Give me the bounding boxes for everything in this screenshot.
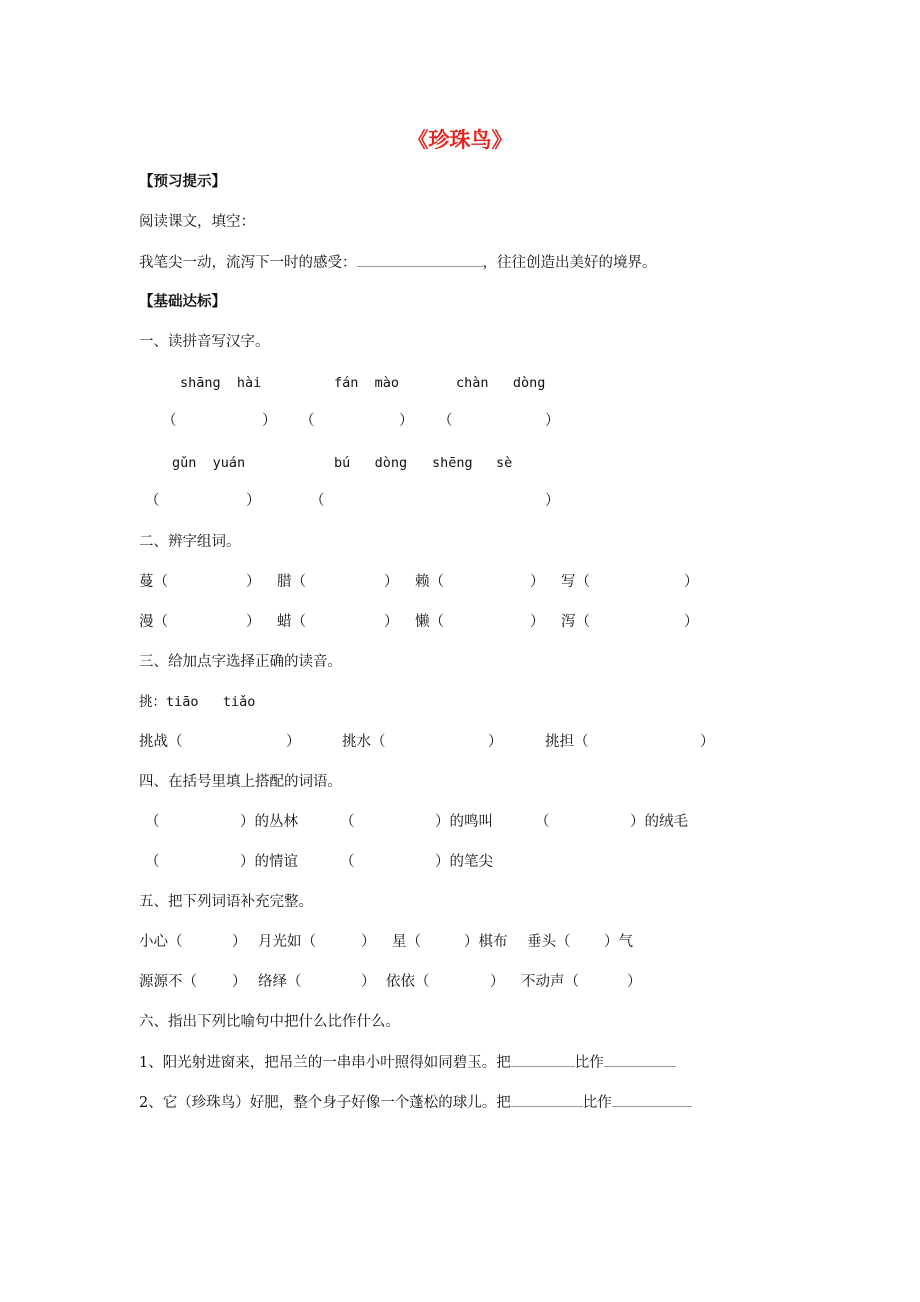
word-item: 月光如（ [258,934,316,950]
answer-blank[interactable] [511,1052,575,1067]
fill-blank[interactable] [357,252,483,267]
paren-open: （ [145,493,160,509]
word-item: ）棋布 [464,934,508,950]
paren-close: ） [384,574,399,590]
word-item: 蔓（ [139,574,168,590]
paren-open: （ [300,413,315,429]
paren-close: ） [684,614,699,630]
paren-open: （ [162,413,177,429]
s5-heading: 五、把下列词语补充完整。 [139,894,313,910]
paren-open: （ [535,814,550,830]
s1-heading: 一、读拼音写汉字。 [139,334,270,350]
word-item: ）的笔尖 [435,854,493,870]
paren-close: ） [490,974,505,990]
paren-open: （ [340,814,355,830]
paren-close: ） [361,974,376,990]
word-item: 赖（ [415,574,444,590]
paren-close: ） [361,934,376,950]
word-item: 络绎（ [258,974,302,990]
paren-close: ） [232,974,247,990]
word-item: ）的鸣叫 [435,814,493,830]
paren-close: ） [246,614,261,630]
preview-header: 【预习提示】 [139,174,226,190]
answer-blank[interactable] [511,1092,583,1107]
paren-close: ） [545,493,560,509]
word-item: ）气 [604,934,633,950]
word-item: ）的丛林 [240,814,298,830]
s4-heading: 四、在括号里填上搭配的词语。 [139,774,342,790]
pinyin-gunyuan: gǔn yuán [172,455,246,471]
s6-heading: 六、指出下列比喻句中把什么比作什么。 [139,1014,400,1030]
word-item: 源源不（ [139,974,197,990]
paren-close: ） [262,413,277,429]
paren-open: （ [310,493,325,509]
pinyin-budong: bú dòng [334,455,408,471]
answer-blank[interactable] [612,1092,692,1107]
word-item: 写（ [561,574,590,590]
word-item: 挑战（ [139,734,183,750]
word-item: 依依（ [386,974,430,990]
word-item: 蜡（ [277,614,306,630]
paren-open: （ [145,814,160,830]
word-item: 星（ [392,934,421,950]
paren-close: ） [700,734,715,750]
s2-heading: 二、辨字组词。 [139,534,241,550]
word-item: 垂头（ [527,934,571,950]
basics-header: 【基础达标】 [139,294,226,310]
paren-close: ） [530,574,545,590]
pinyin-chandong: chàn dòng [456,375,546,391]
pinyin-fanmao: fán mào [334,375,400,391]
word-item: 不动声（ [521,974,579,990]
preview-fill-line [139,252,657,273]
paren-close: ） [530,614,545,630]
paren-open: （ [438,413,453,429]
paren-close: ） [545,413,560,429]
word-item: 腊（ [277,574,306,590]
s3-heading: 三、给加点字选择正确的读音。 [139,654,342,670]
s3-options: 挑：tiāo tiǎo [139,694,256,710]
page-title: 《珍珠鸟》 [407,128,513,152]
paren-open: （ [145,854,160,870]
word-item: ）的情谊 [240,854,298,870]
pinyin-shanghai: shāng hài [180,375,262,391]
word-item: ）的绒毛 [630,814,688,830]
paren-close: ） [232,934,247,950]
word-item: 挑担（ [545,734,589,750]
preview-instruction: 阅读课文，填空： [139,214,255,230]
paren-close: ） [684,574,699,590]
s6-question-1: 1、阳光射进窗来，把吊兰的一串串小叶照得如同碧玉。把 比作 [139,1052,676,1073]
word-item: 泻（ [561,614,590,630]
fill-after: ，往往创造出美好的境界。 [482,255,657,271]
paren-close: ） [246,574,261,590]
pinyin-se: sè [496,455,513,471]
word-item: 懒（ [415,614,444,630]
word-item: 挑水（ [342,734,386,750]
pinyin-sheng: shēng [432,455,473,471]
s6-question-2: 2、它（珍珠鸟）好肥，整个身子好像一个蓬松的球儿。把 比作 [139,1092,692,1113]
paren-close: ） [399,413,414,429]
paren-close: ） [627,974,642,990]
word-item: 漫（ [139,614,168,630]
word-item: 小心（ [139,934,183,950]
fill-before: 我笔尖一动，流泻下一时的感受： [139,255,357,271]
paren-close: ） [384,614,399,630]
paren-close: ） [246,493,261,509]
paren-open: （ [340,854,355,870]
paren-close: ） [488,734,503,750]
paren-close: ） [286,734,301,750]
answer-blank[interactable] [604,1052,676,1067]
